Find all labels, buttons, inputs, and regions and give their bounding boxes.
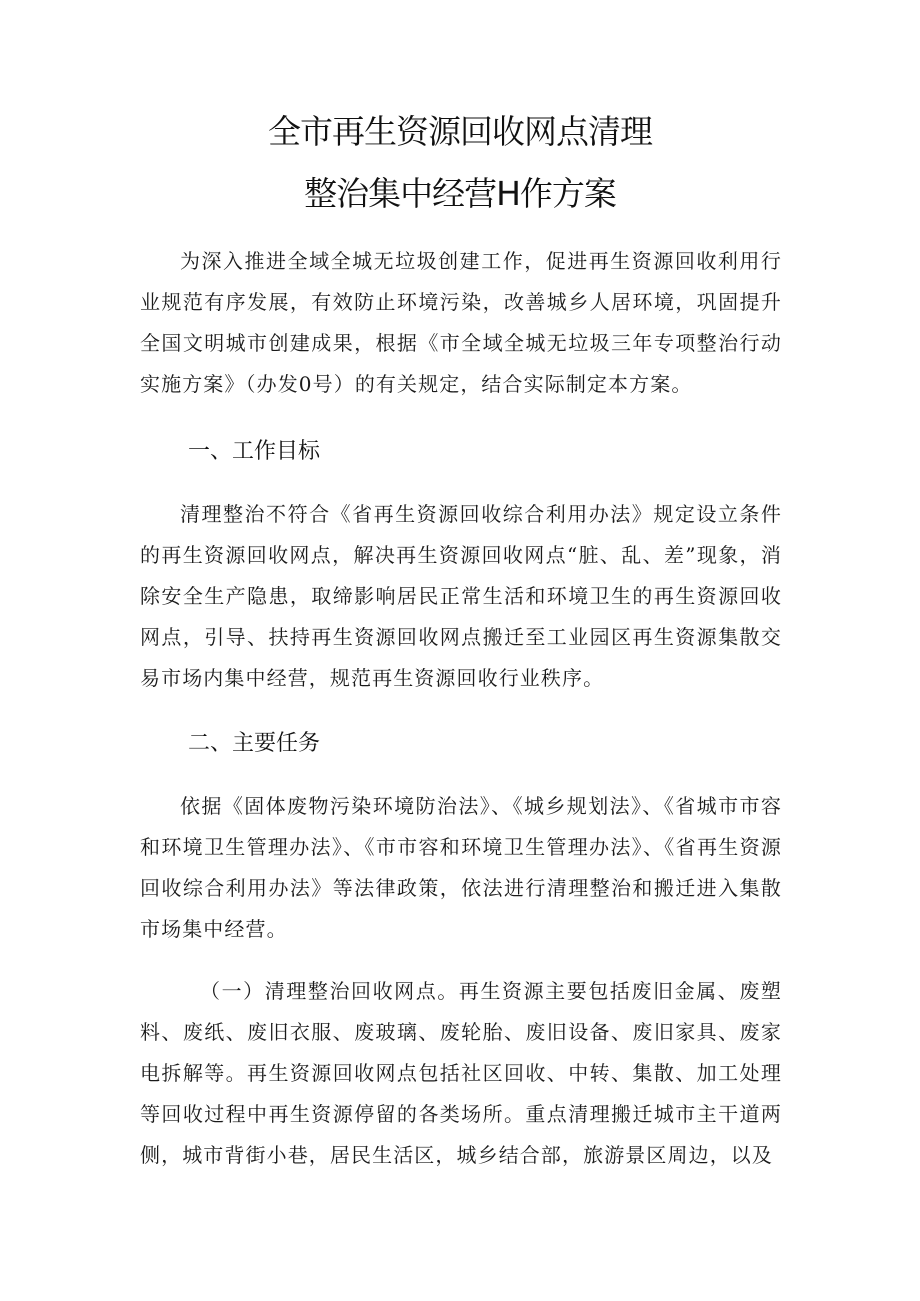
section-1-heading: 一、工作目标 [188, 439, 321, 464]
section-1-paragraph: 清理整治不符合《省再生资源回收综合利用办法》规定设立条件的再生资源回收网点，解决再生资源回收网点“脏、乱、差”现象，消除安全生产隐患，取缔影响居民正常生活和环境卫生的再生资源回收网点，引导、扶持再生资源回收网点搬迁至工业园区再生资源集散交易市场内集中经营，规范再生资源回收行业秩序。 [140, 502, 782, 690]
section-2-paragraph: 依据《固体废物污染环境防治法》、《城乡规划法》、《省城市市容和环境卫生管理办法》、《市市容和环境卫生管理办法》、《省再生资源回收综合利用办法》等法律政策，依法进行清理整治和搬迁进入集散市场集中经营。 [140, 794, 782, 941]
document-title-line-2: 整治集中经营H作方案 [304, 174, 616, 213]
section-2-heading: 二、主要任务 [188, 731, 321, 756]
intro-paragraph: 为深入推进全域全城无垃圾创建工作，促进再生资源回收利用行业规范有序发展，有效防止环境污染，改善城乡人居环境，巩固提升全国文明城市创建成果，根据《市全域全城无垃圾三年专项整治行动实施方案》（办发0号）的有关规定，结合实际制定本方案。 [140, 249, 782, 396]
subsection-1-paragraph: （一）清理整治回收网点。再生资源主要包括废旧金属、废塑料、废纸、废旧衣服、废玻璃、废轮胎、废旧设备、废旧家具、废家电拆解等。再生资源回收网点包括社区回收、中转、集散、加工处理等回收过程中再生资源停留的各类场所。重点清理搬迁城市主干道两侧，城市背街小巷，居民生活区，城乡结合部，旅游景区周边，以及 [140, 979, 782, 1167]
document-title-line-1: 全市再生资源回收网点清理 [268, 112, 652, 151]
